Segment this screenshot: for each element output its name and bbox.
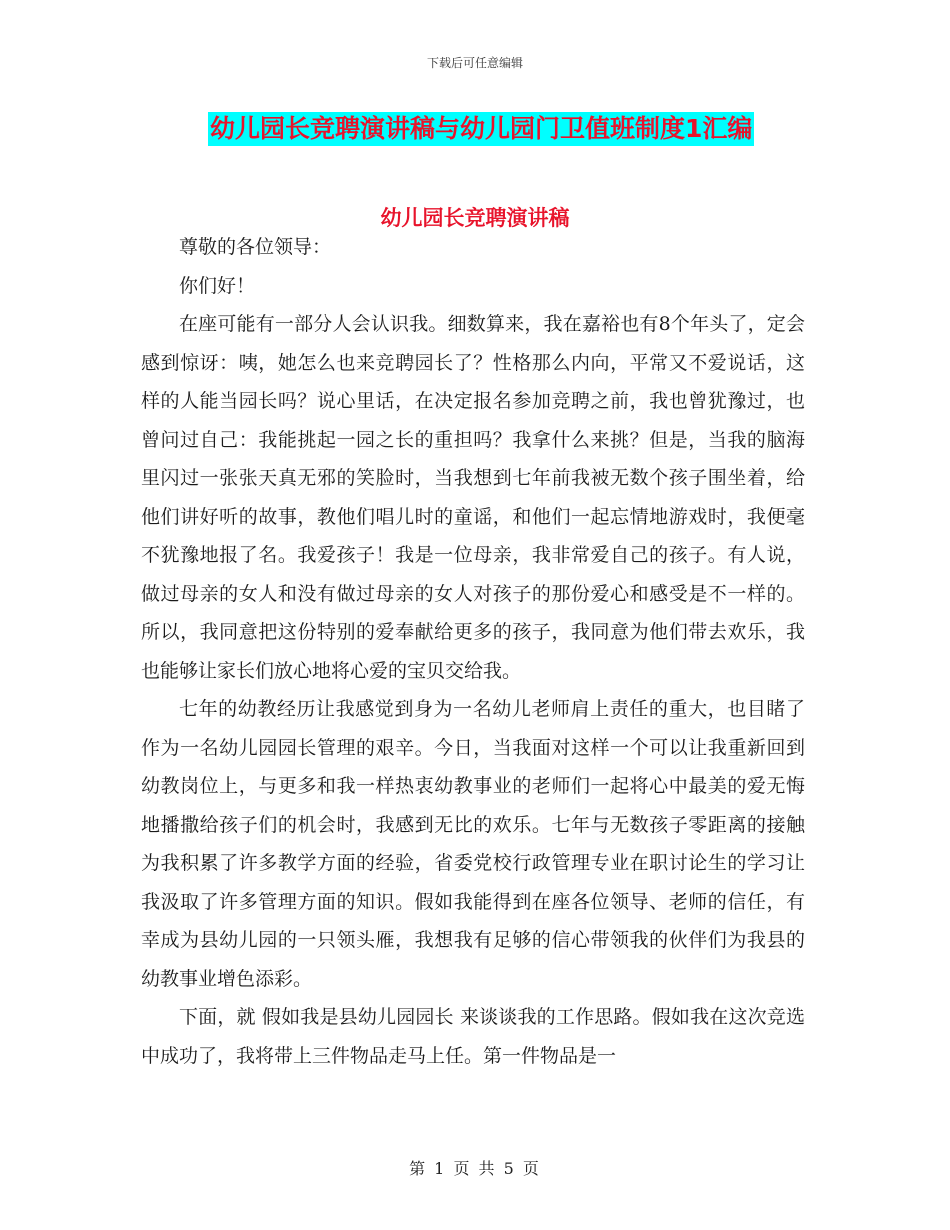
- body-text: [141, 228, 805, 1075]
- paragraph-3: 下面，就 假如我是县幼儿园园长 来谈谈我的工作思路。假如我在这次竞选中成功了，我将带上三件物品走马上任。第一件物品是一: [141, 1006, 805, 1067]
- paragraph-2: 七年的幼教经历让我感觉到身为一名幼儿老师肩上责任的重大，也目睹了作为一名幼儿园园长管理的艰辛。今日，当我面对这样一个可以让我重新回到幼教岗位上，与更多和我一样热衷幼教事业的老师们一起将心中最美的爱无悔地播撒给孩子们的机会时，我感到无比的欢乐。七年与无数孩子零距离的接触为我积累了许多教学方面的经验，省委党校行政管理专业在职讨论生的学习让我汲取了许多管理方面的知识。假如我能得到在座各位领导、老师的信任，有幸成为县幼儿园的一只领头雁，我想我有足够的信心带领我的伙伴们为我县的幼教事业增色添彩。: [141, 698, 805, 990]
- section-title: 幼儿园长竞聘演讲稿: [380, 206, 570, 230]
- document-title: 幼儿园长竞聘演讲稿与幼儿园门卫值班制度1汇编: [208, 112, 754, 146]
- paragraph-1: 在座可能有一部分人会认识我。细数算来，我在嘉裕也有8个年头了，定会感到惊讶：咦，她怎么也来竞聘园长了？性格那么内向，平常又不爱说话，这样的人能当园长吗？说心里话，在决定报名参加竞聘之前，我也曾犹豫过，也曾问过自己：我能挑起一园之长的重担吗？我拿什么来挑？但是，当我的脑海里闪过一张张天真无邪的笑脸时，当我想到七年前我被无数个孩子围坐着，给他们讲好听的故事，教他们唱儿时的童谣，和他们一起忘情地游戏时，我便毫不犹豫地报了名。我爱孩子！我是一位母亲，我非常爱自己的孩子。有人说，做过母亲的女人和没有做过母亲的女人对孩子的那份爱心和感受是不一样的。所以，我同意把这份特别的爱奉献给更多的孩子，我同意为他们带去欢乐，我也能够让家长们放心地将心爱的宝贝交给我。: [141, 313, 805, 682]
- header-note: 下载后可任意编辑: [426, 56, 523, 70]
- paragraph-greeting: 你们好！: [179, 274, 256, 297]
- paragraph-salutation: 尊敬的各位领导：: [179, 236, 332, 258]
- page-footer: 第 1 页 共 5 页: [409, 1159, 541, 1178]
